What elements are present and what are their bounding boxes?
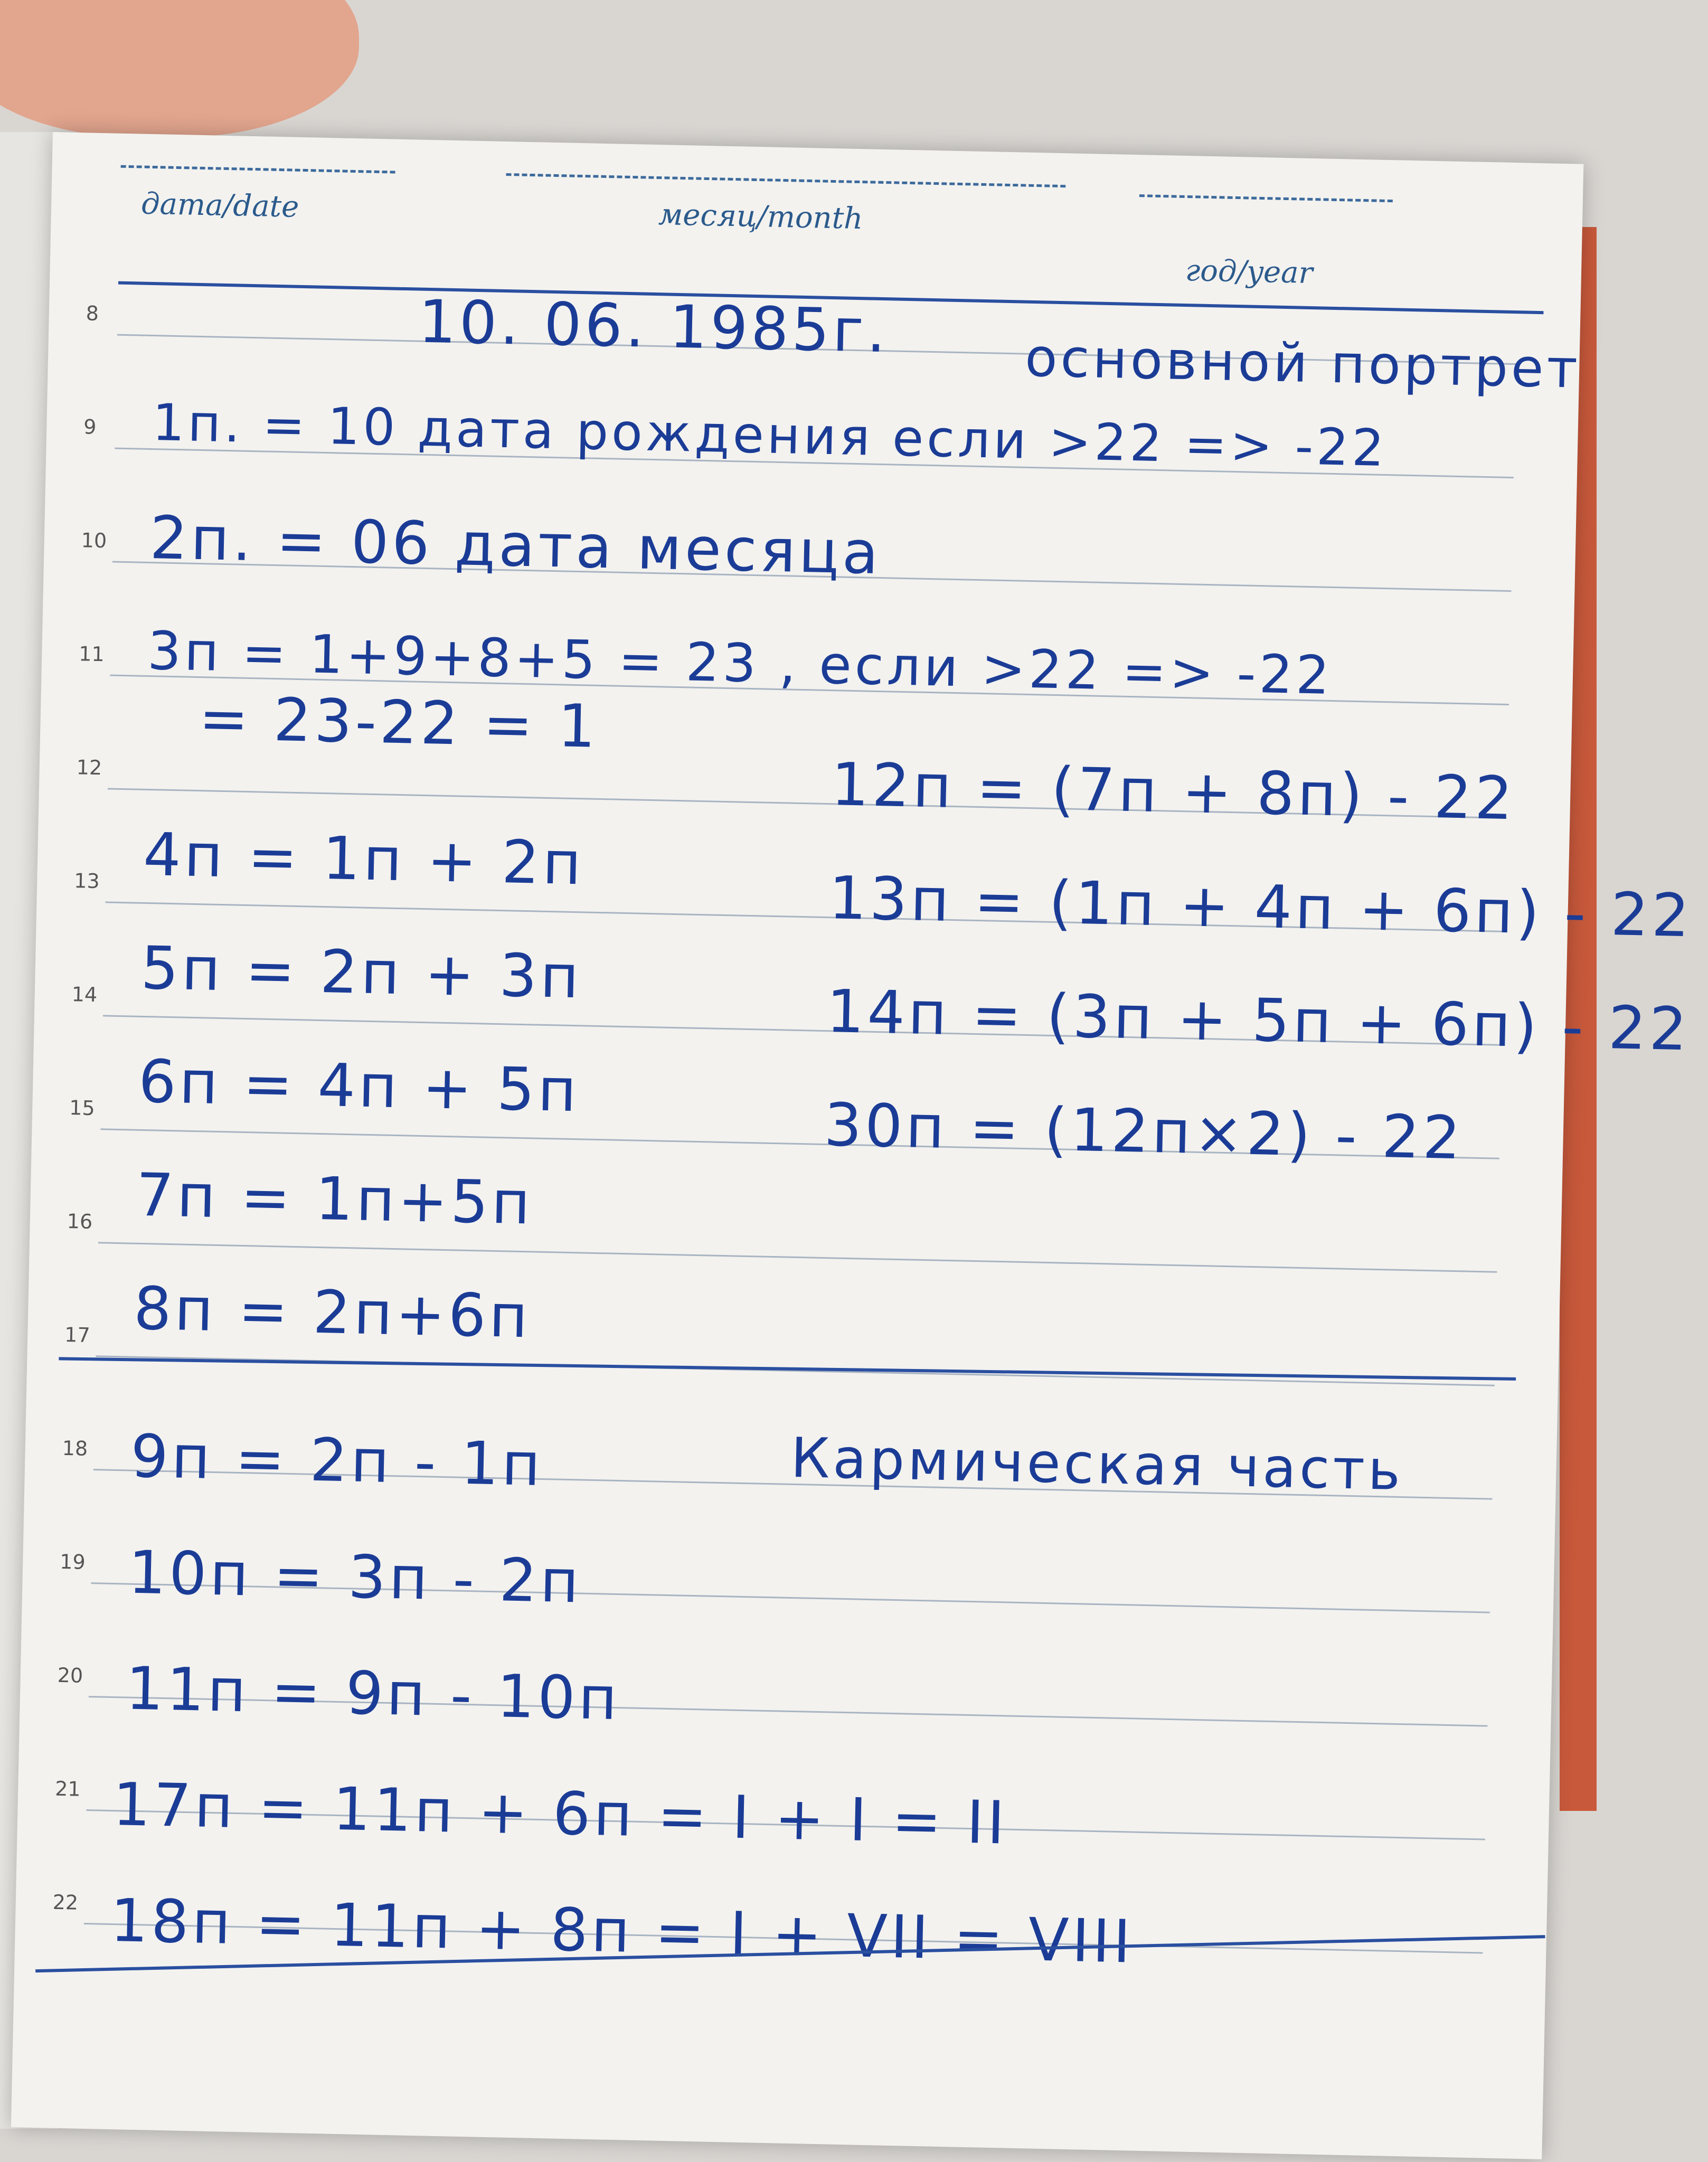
note-line-3: 3п = 1+9+8+5 = 23 , если >22 => -22 — [147, 619, 1334, 706]
line-number: 15 — [69, 1096, 96, 1120]
year-label: год/year — [1185, 253, 1313, 291]
month-dash-line — [506, 173, 1065, 187]
line-number: 12 — [76, 756, 102, 780]
finger — [0, 0, 359, 137]
line-number: 10 — [81, 528, 107, 553]
date-label: дата/date — [140, 186, 299, 224]
date-dash-line — [121, 165, 395, 174]
line-number: 13 — [73, 869, 100, 893]
note-line-4: 4п = 1п + 2п — [143, 820, 586, 899]
year-dash-line — [1139, 194, 1393, 202]
ruled-line — [98, 1242, 1497, 1272]
line-number: 8 — [86, 301, 99, 325]
note-line-7: 7п = 1п+5п — [135, 1160, 534, 1238]
line-number: 14 — [71, 983, 98, 1007]
note-line-11: 11п = 9п - 10п — [125, 1654, 621, 1734]
karmic-heading: Кармическая часть — [790, 1425, 1404, 1503]
title-date: 10. 06. 1985г. — [418, 287, 890, 366]
line-number: 11 — [78, 642, 105, 666]
note-line-17: 17п = 11п + 6п = I + I = II — [112, 1770, 1008, 1858]
line-number: 9 — [83, 415, 97, 439]
title-heading: основной портрет — [1024, 326, 1581, 400]
note-right-14: 14п = (3п + 5п + 6п) - 22 — [826, 977, 1691, 1064]
line-number: 17 — [64, 1323, 91, 1347]
line-number: 18 — [62, 1436, 88, 1460]
note-right-13: 13п = (1п + 4п + 6п) - 22 — [828, 864, 1693, 951]
month-label: месяц/month — [658, 197, 863, 237]
line-number: 21 — [54, 1777, 81, 1801]
line-number: 20 — [57, 1663, 83, 1687]
note-line-9: 9п = 2п - 1п — [130, 1422, 544, 1500]
section-divider — [59, 1357, 1516, 1381]
note-right-12: 12п = (7п + 8п) - 22 — [831, 750, 1516, 834]
note-line-18: 18п = 11п + 8п = I + VII = VIII — [109, 1886, 1135, 1977]
note-right-30: 30п = (12п×2) - 22 — [823, 1091, 1465, 1173]
note-line-1: 1п. = 10 дата рождения если >22 => -22 — [152, 393, 1388, 478]
note-line-2: 2п. = 06 дата месяца — [149, 504, 883, 588]
note-line-10: 10п = 3п - 2п — [127, 1538, 583, 1617]
note-line-3b: = 23-22 = 1 — [198, 684, 600, 761]
note-line-6: 6п = 4п + 5п — [138, 1047, 581, 1126]
line-number: 19 — [59, 1550, 86, 1574]
notebook-page — [11, 132, 1693, 2159]
line-number: 16 — [67, 1210, 93, 1234]
note-line-8: 8п = 2п+6п — [133, 1274, 532, 1352]
note-line-5: 5п = 2п + 3п — [140, 933, 583, 1012]
line-number: 22 — [52, 1890, 79, 1914]
